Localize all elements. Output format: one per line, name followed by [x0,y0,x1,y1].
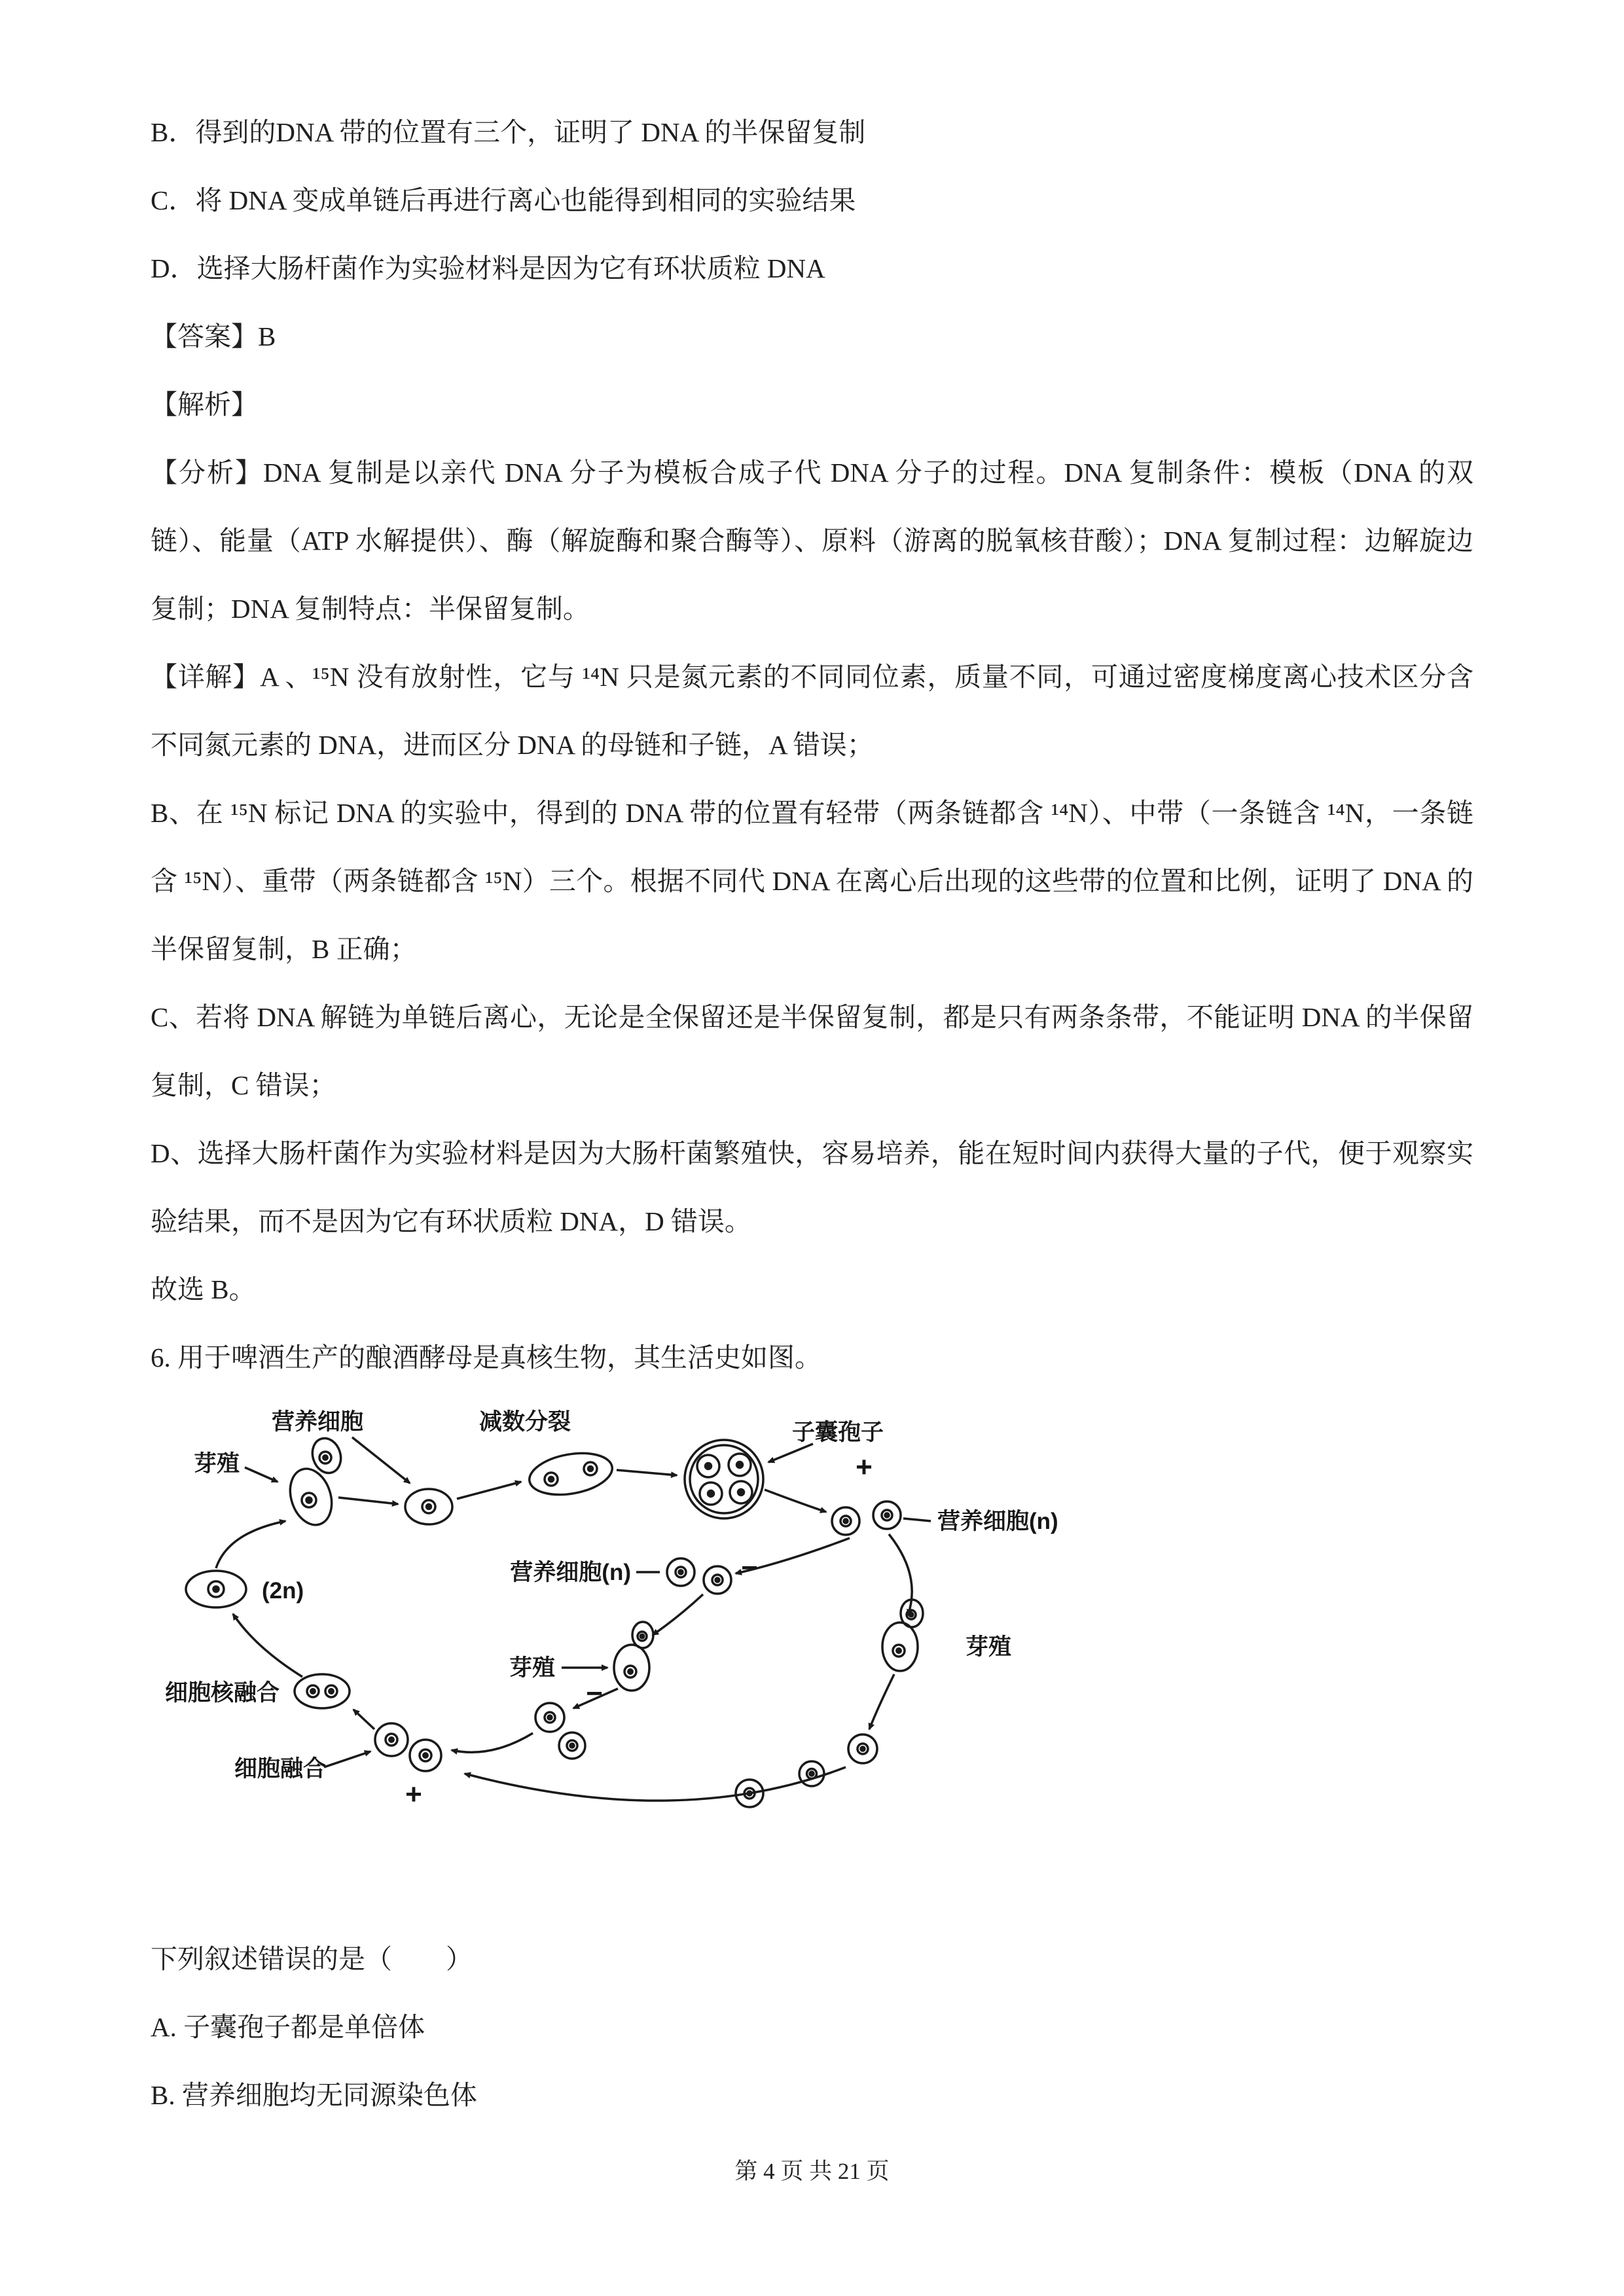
label-vegetative-cell-n-mid: 营养细胞(n) [510,1560,631,1585]
detail-paragraph-c: C、若将 DNA 解链为单链后离心，无论是全保留还是半保留复制，都是只有两条条带，不能证明 DNA 的半保留复制，C 错误； [151,1002,1473,1100]
minus-sign-mid: − [741,1552,758,1584]
label-vegetative-cell-n-right: 营养细胞(n) [937,1509,1058,1534]
plus-sign-top: + [856,1451,873,1483]
label-nuclear-fusion: 细胞核融合 [165,1680,280,1706]
detail-paragraph-d: D、选择大肠杆菌作为实验材料是因为大肠杆菌繁殖快，容易培养，能在短时间内获得大量的子代，便于观察实验结果，而不是因为它有环状质粒 DNA，D 错误。 [151,1138,1473,1236]
yeast-lifecycle-diagram [157,1408,1185,1912]
lifecycle-cells [186,1435,923,1807]
option-d-line: D．选择大肠杆菌作为实验材料是因为它有环状质粒 DNA [151,253,825,283]
question-6-stem: 6. 用于啤酒生产的酿酒酵母是真核生物，其生活史如图。 [151,1342,821,1372]
label-2n: (2n) [262,1578,304,1604]
label-budding-topleft: 芽殖 [194,1451,240,1477]
conclusion-line: 故选 B。 [151,1274,256,1304]
question-prompt: 下列叙述错误的是（ ） [151,1944,473,1974]
analysis-header: 【解析】 [151,389,258,420]
yeast-lifecycle-figure [157,1408,1198,1916]
answer-line: 【答案】B [151,321,276,351]
page-number: 第 4 页 共 21 页 [734,2159,890,2184]
detail-paragraph-a: 【详解】A 、¹⁵N 没有放射性，它与 ¹⁴N 只是氮元素的不同同位素，质量不同，可通过密度梯度离心技术区分含不同氮元素的 DNA，进而区分 DNA 的母链和子链，A 错误； [151,662,1473,760]
label-vegetative-cell-top: 营养细胞 [271,1409,364,1435]
label-ascospore: 子囊孢子 [791,1420,884,1445]
analysis-paragraph: 【分析】DNA 复制是以亲代 DNA 分子为模板合成子代 DNA 分子的过程。DNA 复制条件：模板（DNA 的双链）、能量（ATP 水解提供）、酶（解旋酶和聚合酶等）、原料（游离的脱氧核苷酸）；DNA 复制过程：边解旋边复制；DNA 复制特点：半保留复制。 [151,457,1473,624]
label-meiosis: 减数分裂 [478,1409,571,1435]
option-c-line: C．将 DNA 变成单链后再进行离心也能得到相同的实验结果 [151,185,856,215]
option-b: B. 营养细胞均无同源染色体 [151,2080,477,2110]
option-a: A. 子囊孢子都是单倍体 [151,2012,425,2042]
label-budding-mid: 芽殖 [509,1655,555,1681]
minus-sign-bottom: − [586,1677,603,1710]
label-budding-right: 芽殖 [965,1634,1012,1660]
label-cell-fusion: 细胞融合 [234,1756,327,1782]
detail-paragraph-b: B、在 ¹⁵N 标记 DNA 的实验中，得到的 DNA 带的位置有轻带（两条链都含 ¹⁴N）、中带（一条链含 ¹⁴N，一条链含 ¹⁵N）、重带（两条链都含 ¹⁵N）三个。根据不同代 DNA 在离心后出现的这些带的位置和比例，证明了 DNA 的半保留复制，B 正确； [151,798,1473,964]
option-b-line: B．得到的DNA 带的位置有三个，证明了 DNA 的半保留复制 [151,117,866,147]
plus-sign-bottom: + [405,1778,422,1810]
